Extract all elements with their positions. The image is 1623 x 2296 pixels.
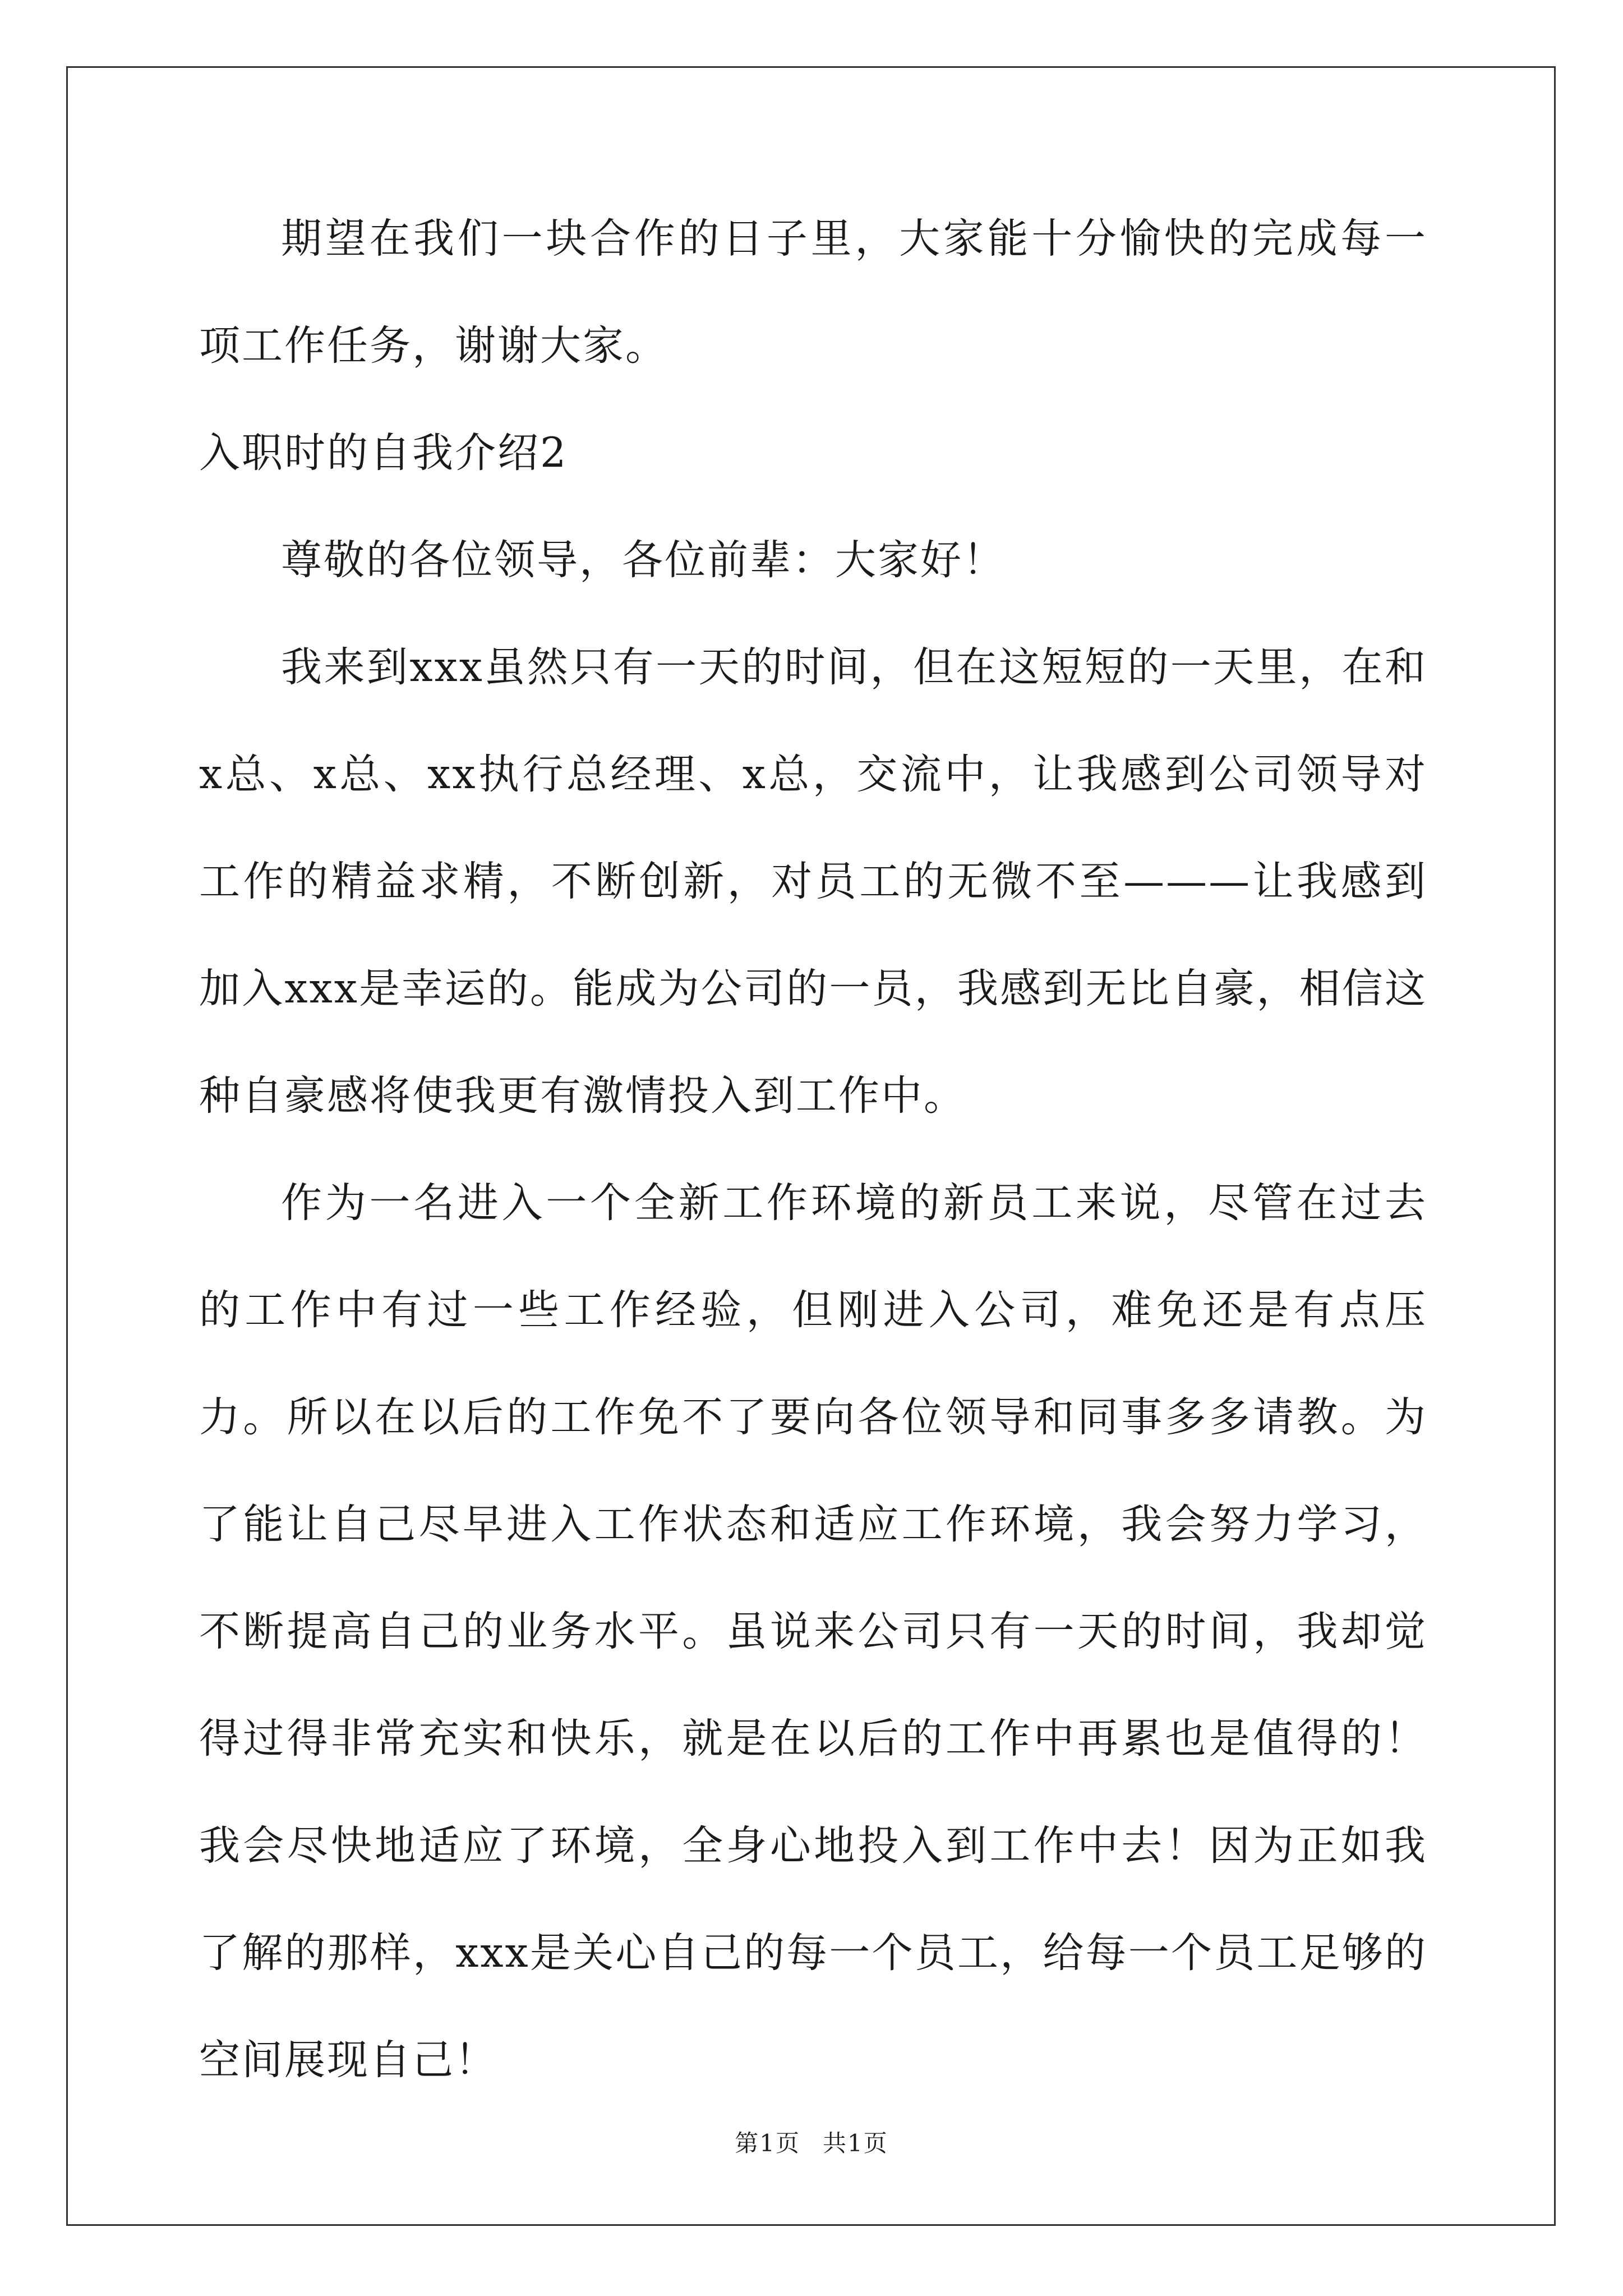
page-number-current: 第1页 [735,2129,800,2157]
paragraph-body-2: 作为一名进入一个全新工作环境的新员工来说，尽管在过去的工作中有过一些工作经验，但刚进入公司，难免还是有点压力。所以在以后的工作免不了要向各位领导和同事多多请教。为了能让自己尽早进入工作状态和适应工作环境，我会努力学习，不断提高自己的业务水平。虽说来公司只有一天的时间，我却觉得过得非常充实和快乐，就是在以后的工作中再累也是值得的！我会尽快地适应了环境，全身心地投入到工作中去！因为正如我了解的那样，xxx是关心自己的每一个员工，给每一个员工足够的空间展现自己！ [199,1179,1427,2084]
document-body [199,185,1427,2114]
section-heading: 入职时的自我介绍2 [199,429,568,477]
paragraph-closing: 期望在我们一块合作的日子里，大家能十分愉快的完成每一项工作任务，谢谢大家。 [199,215,1427,370]
page-number-total: 共1页 [823,2129,888,2157]
paragraph-greeting: 尊敬的各位领导，各位前辈：大家好！ [281,536,1006,584]
page-footer [0,2125,1623,2159]
paragraph-body-1: 我来到xxx虽然只有一天的时间，但在这短短的一天里，在和x总、x总、xx执行总经理、x总，交流中，让我感到公司领导对工作的精益求精，不断创新，对员工的无微不至———让我感到加入xxx是幸运的。能成为公司的一员，我感到无比自豪，相信这种自豪感将使我更有激情投入到工作中。 [199,643,1427,1120]
